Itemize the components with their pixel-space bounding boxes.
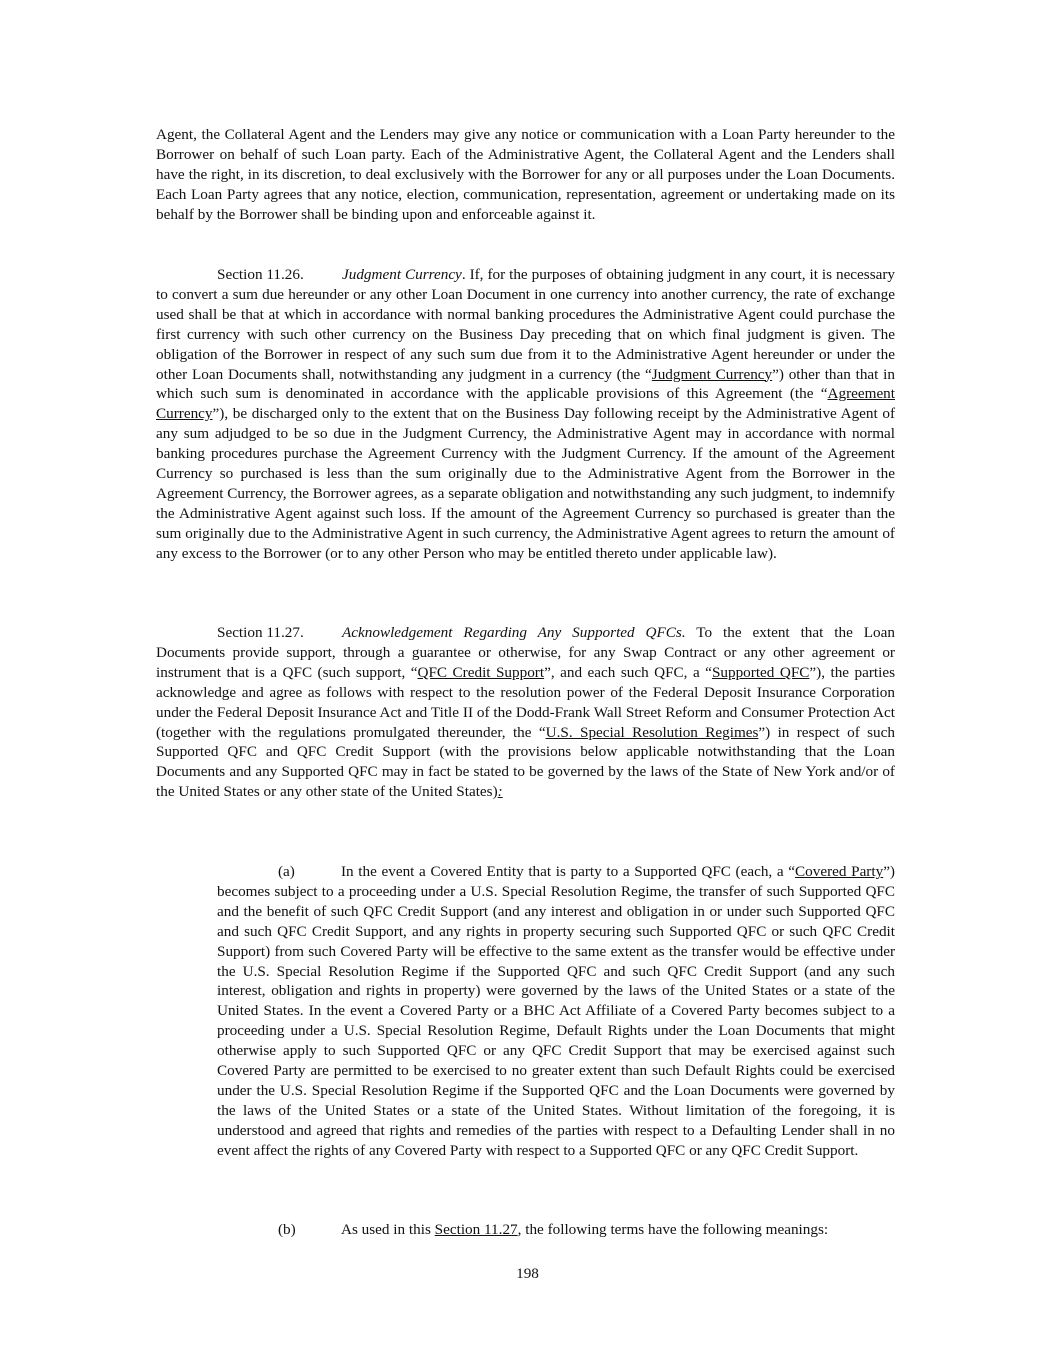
- defined-term: QFC Credit Support: [417, 663, 545, 681]
- defined-term: Supported QFC: [711, 663, 810, 681]
- section-11-27: [156, 623, 895, 802]
- section-number: Section 11.27.: [217, 624, 304, 641]
- section-text: If, for the purposes of obtaining judgment in any court, it is necessary to convert a sum due hereunder or any other Loan Document in one currency into another currency, the rate of exchange used shall be that at which in accordance with normal banking procedures the Administrative Agent could purchase the first currency with such other currency on the Business Day preceding that on which final judgment is given. The obligation of the Borrower in respect of any such sum due from it to the Administrative Agent hereunder or under the other Loan Documents shall, notwithstanding any judgment in a currency (the “: [156, 266, 896, 383]
- clause-marker: (b): [278, 1221, 296, 1238]
- clause-text: In the event a Covered Entity that is party to a Supported QFC (each, a “: [341, 863, 796, 880]
- defined-term: U.S. Special Resolution Regimes: [545, 723, 759, 741]
- section-text: ”) in respect of such Supported QFC and QFC Credit Support (with the provisions below applicable notwithstanding that the Loan Documents and any Supported QFC may in fact be stated to be governed by the laws of the State of New York and/or of the United States or any other state of the United States): [156, 723, 895, 801]
- clause-b: [278, 1220, 898, 1240]
- section-colon: :: [497, 783, 503, 801]
- section-reference: Section 11.27: [434, 1221, 518, 1238]
- paragraph-borrower-agent: [156, 125, 895, 225]
- section-11-26: [156, 265, 895, 564]
- clause-text: , the following terms have the following meanings:: [517, 1221, 829, 1238]
- section-title: Judgment Currency: [342, 266, 462, 283]
- section-title-punct: .: [461, 266, 466, 283]
- defined-term: Covered Party: [795, 863, 884, 880]
- section-title: Acknowledgement Regarding Any Supported QFCs.: [342, 624, 686, 641]
- section-text: ”), the parties acknowledge and agree as follows with respect to the resolution power of the Federal Deposit Insurance Corporation under the Federal Deposit Insurance Act and Title II of the Dodd-Frank Wall Street Reform and Consumer Protection Act (together with the regulations promulgated thereunder, the “: [156, 663, 896, 741]
- page-number: 198: [516, 1265, 539, 1282]
- defined-term: Agreement Currency: [156, 385, 895, 423]
- paragraph-text: Agent, the Collateral Agent and the Lenders may give any notice or communication with a Loan Party hereunder to the Borrower on behalf of such Loan party. Each of the Administrative Agent, the Collateral Agent and the Lenders shall have the right, in its discretion, to deal exclusively with the Borrower for any or all purposes under the Loan Documents. Each Loan Party agrees that any notice, election, communication, representation, agreement or undertaking made on its behalf by the Borrower shall be binding upon and enforceable against it.: [156, 126, 895, 223]
- section-text: To the extent that the Loan Documents provide support, through a guarantee or otherwise, for any Swap Contract or any other agreement or instrument that is a QFC (such support, “: [156, 624, 895, 681]
- section-text: ”), be discharged only to the extent that on the Business Day following receipt by the Administrative Agent of any sum adjudged to be so due in the Judgment Currency, the Administrative Agent may in accordance with normal banking procedures purchase the Agreement Currency with the Judgment Currency. If the amount of the Agreement Currency so purchased is less than the sum originally due to the Administrative Agent from the Borrower in the Agreement Currency, the Borrower agrees, as a separate obligation and notwithstanding any such judgment, to indemnify the Administrative Agent against such loss. If the amount of the Agreement Currency so purchased is greater than the sum originally due to the Administrative Agent in such currency, the Administrative Agent agrees to return the amount of any excess to the Borrower (or to any other Person who may be entitled thereto under applicable law).: [156, 405, 895, 562]
- clause-text: ”) becomes subject to a proceeding under a U.S. Special Resolution Regime, the transfer of such Supported QFC and the benefit of such QFC Credit Support (and any interest and obligation in or under such Supported QFC and such QFC Credit Support, and any rights in property securing such Supported QFC or such QFC Credit Support) from such Covered Party will be effective to the same extent as the transfer would be effective under the U.S. Special Resolution Regime if the Supported QFC and such QFC Credit Support (and any such interest, obligation and rights in property) were governed by the laws of the United States or a state of the United States. In the event a Covered Party or a BHC Act Affiliate of a Covered Party becomes subject to a proceeding under a U.S. Special Resolution Regime, Default Rights under the Loan Documents that might otherwise apply to such Supported QFC or any QFC Credit Support that may be exercised against such Covered Party are permitted to be exercised to no greater extent than such Default Rights could be exercised under the U.S. Special Resolution Regime if the Supported QFC and the Loan Documents were governed by the laws of the United States or a state of the United States. Without limitation of the foregoing, it is understood and agreed that rights and remedies of the parties with respect to a Defaulting Lender shall in no event affect the rights of any Covered Party with respect to a Supported QFC or any QFC Credit Support.: [217, 863, 895, 1159]
- defined-term: Judgment Currency: [651, 365, 773, 383]
- clause-a: [217, 862, 895, 1161]
- section-text: ”) other than that in which such sum is denominated in accordance with the applicable provisions of this Agreement (the “: [156, 365, 895, 403]
- section-number: Section 11.26.: [217, 266, 304, 283]
- section-text: ”, and each such QFC, a “: [544, 663, 712, 681]
- clause-marker: (a): [278, 863, 295, 880]
- clause-text: As used in this: [341, 1221, 435, 1238]
